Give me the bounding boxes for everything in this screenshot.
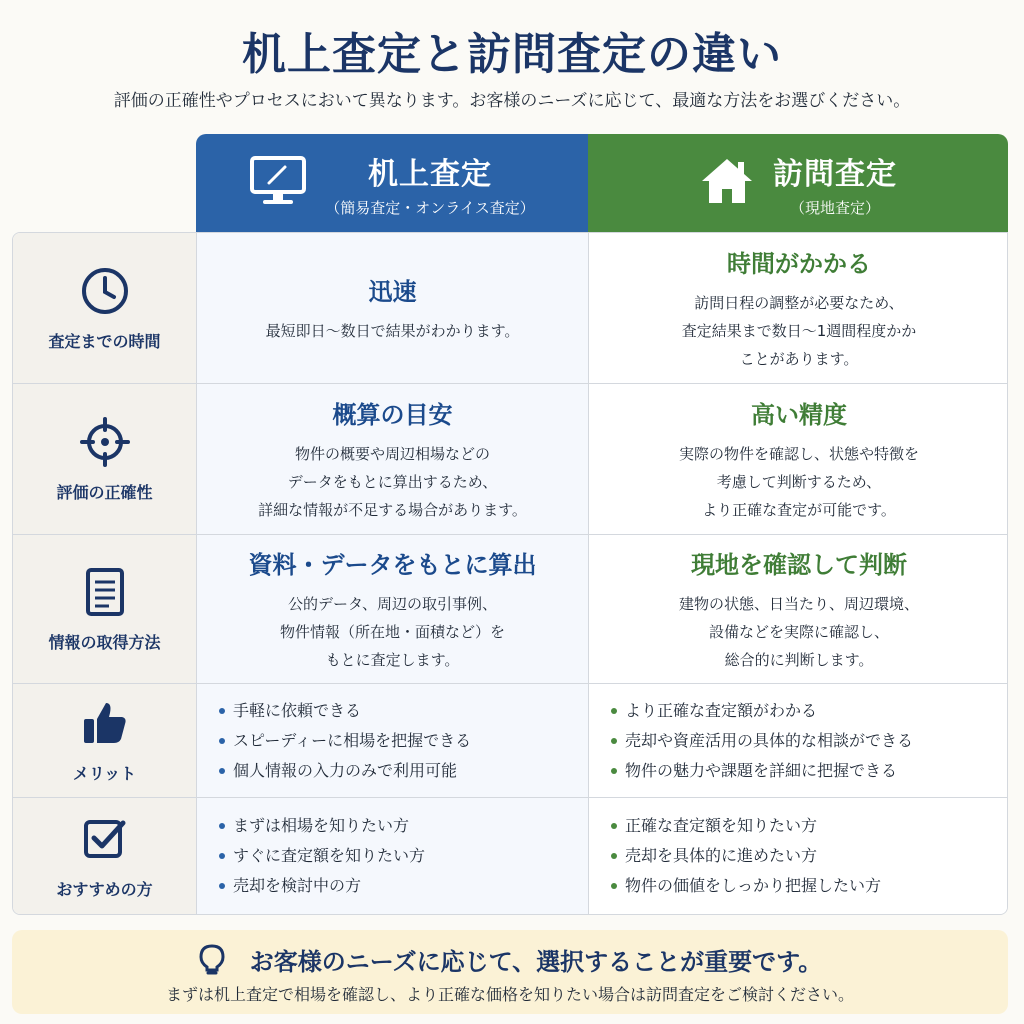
- target-icon: [79, 416, 131, 468]
- table-body: [12, 232, 1008, 915]
- table-row: [13, 683, 1007, 797]
- desk-cell-heading: 迅速: [368, 277, 417, 306]
- desk-cell-heading: 概算の目安: [332, 400, 453, 429]
- list-item: 売却や資産活用の具体的な相談ができる: [589, 726, 1008, 756]
- visit-cell-heading: 現地を確認して判断: [691, 550, 907, 579]
- footer-main-text: お客様のニーズに応じて、選択することが重要です。: [249, 948, 823, 976]
- list-item: 物件の価値をしっかり把握したい方: [589, 871, 1008, 901]
- clock-icon: [79, 265, 131, 317]
- row-label-cell: [13, 535, 197, 683]
- visit-cell: [589, 233, 1008, 383]
- page-title: 机上査定と訪問査定の違い: [242, 29, 782, 80]
- page-subtitle: 評価の正確性やプロセスにおいて異なります。お客様のニーズに応じて、最適な方法をお選びください。: [113, 91, 911, 111]
- header-desk: [196, 134, 588, 232]
- row-label-cell: [13, 684, 197, 797]
- row-label-cell: [13, 798, 197, 914]
- desk-cell: [197, 684, 589, 797]
- desk-recommend-list: [197, 811, 588, 901]
- checkbox-icon: [79, 813, 131, 865]
- table-header: [12, 134, 1008, 232]
- list-item: 個人情報の入力のみで利用可能: [197, 756, 588, 786]
- footer-sub-text: まずは机上査定で相場を確認し、より正確な価格を知りたい場合は訪問査定をご検討ください。: [165, 985, 854, 1004]
- row-label: 情報の取得方法: [48, 632, 161, 652]
- header-desk-name: 机上査定: [368, 156, 492, 192]
- desk-merit-list: [197, 696, 588, 786]
- table-row: [13, 383, 1007, 534]
- thumbs-up-icon: [79, 697, 131, 749]
- list-item: 物件の魅力や課題を詳細に把握できる: [589, 756, 1008, 786]
- table-row: [13, 797, 1007, 914]
- list-item: より正確な査定額がわかる: [589, 696, 1008, 726]
- row-label-cell: [13, 384, 197, 534]
- visit-cell-line: 実際の物件を確認し、状態や特徴を: [678, 444, 919, 463]
- visit-cell: [589, 535, 1008, 683]
- desk-cell: [197, 233, 589, 383]
- footer-note: [12, 930, 1008, 1014]
- list-item: 売却を検討中の方: [197, 871, 588, 901]
- desk-cell-line: データをもとに算出するため、: [287, 472, 498, 491]
- desk-cell-line: 公的データ、周辺の取引事例、: [287, 594, 498, 613]
- desk-cell-line: 詳細な情報が不足する場合があります。: [258, 500, 527, 519]
- list-item: すぐに査定額を知りたい方: [197, 841, 588, 871]
- header-visit-sub: （現地査定）: [789, 198, 880, 217]
- visit-cell-line: 訪問日程の調整が必要なため、: [694, 293, 904, 312]
- list-item: まずは相場を知りたい方: [197, 811, 588, 841]
- header-visit-name: 訪問査定: [773, 156, 897, 192]
- visit-cell-heading: 時間がかかる: [727, 249, 871, 278]
- desk-cell-line: 最短即日～数日で結果がわかります。: [265, 321, 520, 340]
- row-label: 評価の正確性: [56, 482, 153, 502]
- comparison-table: [12, 134, 1008, 915]
- visit-cell-line: 設備などを実際に確認し、: [708, 622, 889, 641]
- monitor-icon: [249, 155, 307, 211]
- visit-merit-list: [589, 696, 1008, 786]
- house-icon: [699, 156, 755, 210]
- list-item: スピーディーに相場を把握できる: [197, 726, 588, 756]
- desk-cell: [197, 798, 589, 914]
- visit-recommend-list: [589, 811, 1008, 901]
- desk-cell-heading: 資料・データをもとに算出: [248, 550, 537, 579]
- lightbulb-icon: [198, 944, 226, 982]
- row-label: おすすめの方: [56, 879, 153, 899]
- desk-cell: [197, 535, 589, 683]
- visit-cell-heading: 高い精度: [751, 400, 847, 429]
- list-item: 正確な査定額を知りたい方: [589, 811, 1008, 841]
- visit-cell-line: 建物の状態、日当たり、周辺環境、: [678, 594, 919, 613]
- desk-cell: [197, 384, 589, 534]
- visit-cell-line: より正確な査定が可能です。: [702, 500, 896, 519]
- visit-cell: [589, 684, 1008, 797]
- row-label-cell: [13, 233, 197, 383]
- header-desk-sub: （簡易査定・オンライス査定）: [325, 198, 535, 217]
- visit-cell-line: 査定結果まで数日～1週間程度かか: [681, 321, 917, 340]
- visit-cell: [589, 798, 1008, 914]
- list-item: 手軽に依頼できる: [197, 696, 588, 726]
- row-label: 査定までの時間: [48, 331, 161, 351]
- list-item: 売却を具体的に進めたい方: [589, 841, 1008, 871]
- visit-cell-line: ことがあります。: [739, 349, 859, 368]
- header-visit: [588, 134, 1008, 232]
- document-icon: [79, 566, 131, 618]
- desk-cell-line: 物件情報（所在地・面積など）を: [279, 622, 505, 641]
- row-label: メリット: [72, 764, 137, 783]
- visit-cell: [589, 384, 1008, 534]
- visit-cell-line: 総合的に判断します。: [724, 650, 874, 669]
- desk-cell-line: 物件の概要や周辺相場などの: [294, 444, 490, 463]
- desk-cell-line: もとに査定します。: [325, 650, 460, 669]
- table-row: [13, 233, 1007, 383]
- visit-cell-line: 考慮して判断するため、: [716, 472, 882, 491]
- table-row: [13, 534, 1007, 683]
